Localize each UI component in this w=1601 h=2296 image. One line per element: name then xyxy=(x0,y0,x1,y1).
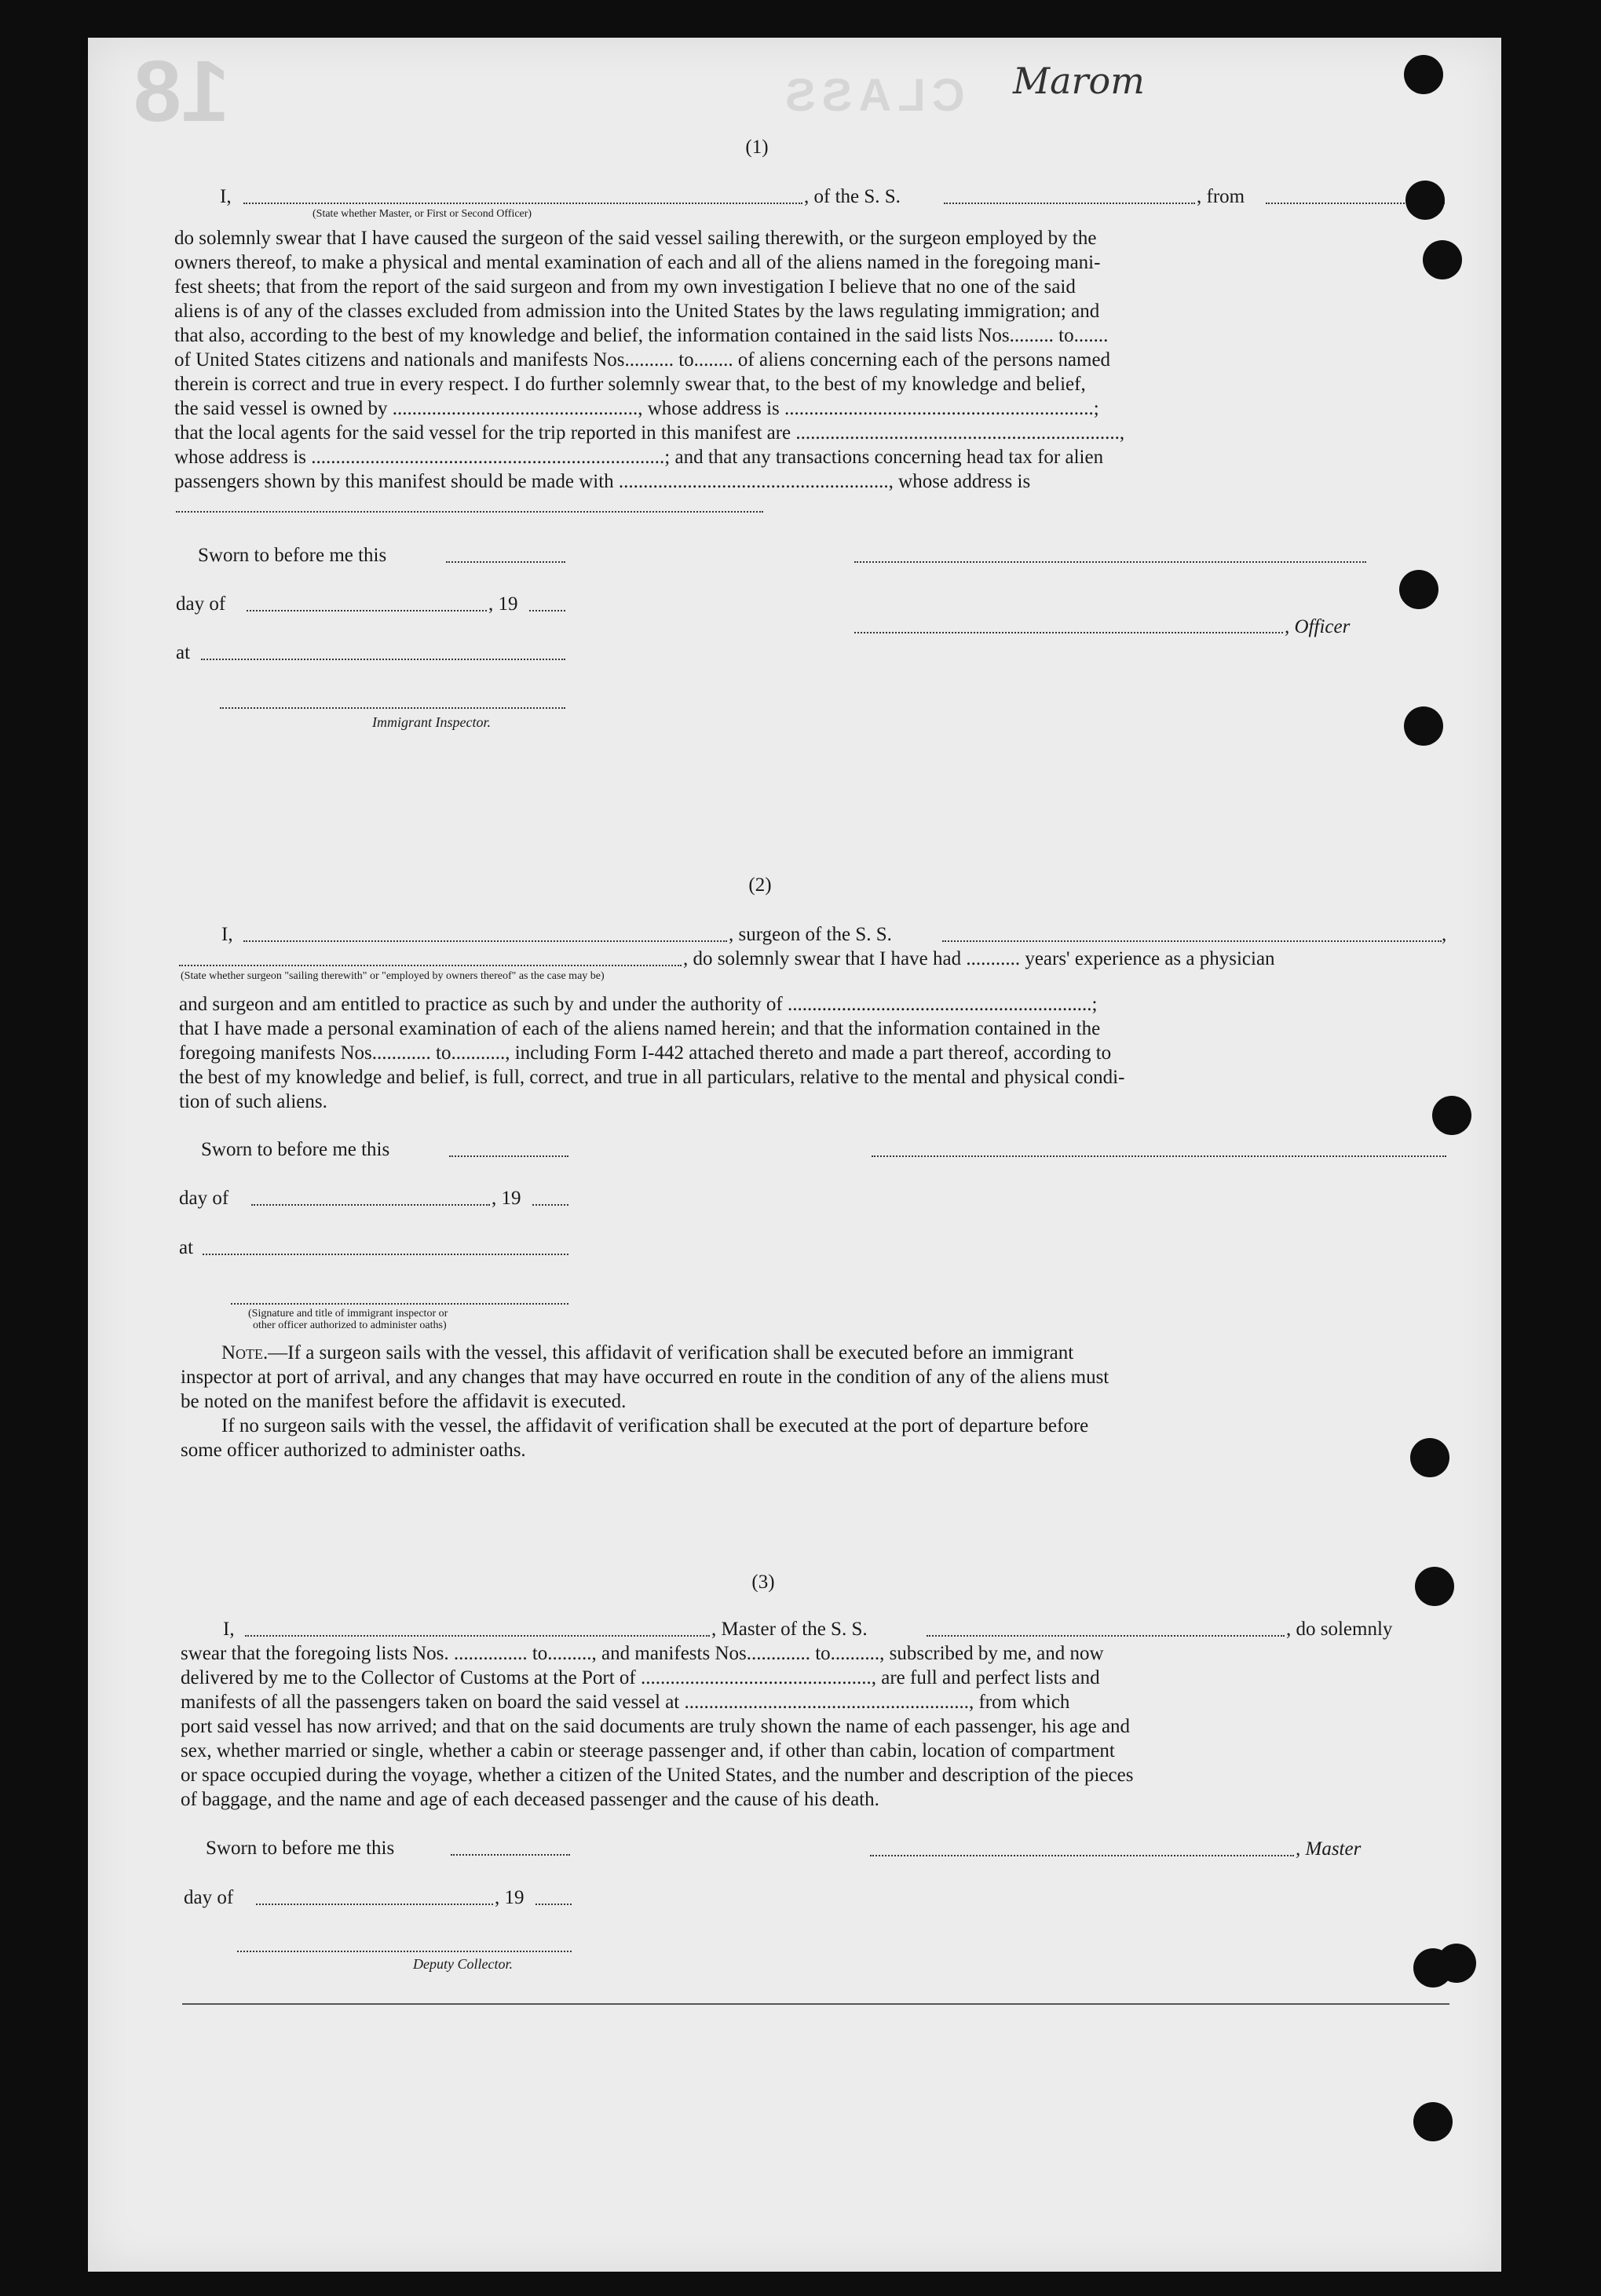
s3-master-label xyxy=(1296,1837,1361,1861)
bleed-page-number: 18 xyxy=(133,43,230,140)
punch-hole-5 xyxy=(1404,706,1443,746)
section-2-heading: (2) xyxy=(748,874,772,896)
s3-vessel-line xyxy=(927,1635,1285,1637)
s2-name-line xyxy=(243,940,727,942)
s2-body xyxy=(179,992,1446,1114)
s1-officer-line xyxy=(854,632,1283,633)
s1-line-5: that also, according to the best of my knowledge and belief, the information contained in the said lists Nos......... to....... xyxy=(174,325,1109,346)
s2-line-3: foregoing manifests Nos............ to..........., including Form I-442 attached thereto and made a part thereof, according to xyxy=(179,1042,1112,1064)
s3-line-4: port said vessel has now arrived; and that on the said documents are truly shown the name of each passenger, his age and xyxy=(181,1716,1131,1737)
s2-at-line xyxy=(203,1254,568,1255)
section-1-heading: (1) xyxy=(745,137,769,158)
s1-line-6: of United States citizens and nationals and manifests Nos.......... to........ of aliens concerning each of the persons named xyxy=(174,349,1111,370)
s2-vessel-line xyxy=(942,940,1442,942)
s2-sig-line xyxy=(872,1155,1446,1157)
s2-note-block xyxy=(181,1341,1446,1462)
s1-note-master: (State whether Master, or First or Second Officer) xyxy=(313,208,532,220)
s2-note-p2-line-1: If no surgeon sails with the vessel, the affidavit of verification shall be executed at the port of departure before xyxy=(221,1415,1089,1436)
s3-line-7: of baggage, and the name and age of each deceased passenger and the cause of his death. xyxy=(181,1789,879,1810)
s3-day-of-label: day of xyxy=(184,1887,234,1908)
punch-hole-11 xyxy=(1413,2102,1453,2141)
s3-line-5: sex, whether married or single, whether a cabin or steerage passenger and, if other than cabin, location of compartment xyxy=(181,1740,1115,1761)
s2-line-2: that I have made a personal examination of each of the aliens named herein; and that the information contained in the xyxy=(179,1018,1101,1039)
s3-line-1: swear that the foregoing lists Nos. ............... to........., and manifests Nos............. to.........., subscribed by me, and now xyxy=(181,1643,1104,1664)
s1-officer-text: , Officer xyxy=(1285,616,1351,637)
manifest-page xyxy=(88,38,1501,2272)
s3-body xyxy=(181,1641,1448,1812)
punch-hole-7 xyxy=(1410,1438,1449,1477)
s1-body xyxy=(174,226,1445,494)
s2-note-text-1: —If a surgeon sails with the vessel, this affidavit of verification shall be executed before an immigrant xyxy=(268,1342,1074,1363)
s2-line-5: tion of such aliens. xyxy=(179,1091,327,1112)
s2-day-line xyxy=(251,1204,490,1206)
s2-note-sailing: (State whether surgeon "sailing therewith" or "employed by owners thereof" as the case may be) xyxy=(181,970,605,982)
s1-sworn-label: Sworn to before me this xyxy=(198,545,387,566)
s3-sworn-line xyxy=(451,1854,570,1856)
s1-line-9: that the local agents for the said vessel for the trip reported in this manifest are .................................................................., xyxy=(174,422,1125,444)
s1-line-11: passengers shown by this manifest should be made with ......................................................., whose address is xyxy=(174,471,1031,492)
s1-at-label: at xyxy=(176,642,191,663)
section-3-heading: (3) xyxy=(751,1571,775,1593)
s3-year-line xyxy=(535,1904,572,1905)
s1-year-line xyxy=(529,610,565,611)
s2-note-line-3: be noted on the manifest before the affidavit is executed. xyxy=(181,1391,627,1412)
s1-line-2: owners thereof, to make a physical and mental examination of each and all of the aliens named in the foregoing mani- xyxy=(174,252,1101,273)
s2-day-of-label: day of xyxy=(179,1188,229,1209)
s3-master-sig-line xyxy=(870,1855,1294,1856)
s2-vessel-comma: , xyxy=(1442,924,1447,945)
s2-note-p2-line-2: some officer authorized to administer oaths. xyxy=(181,1440,526,1461)
punch-hole-3 xyxy=(1423,240,1462,279)
s2-surgeon-of: , surgeon of the S. S. xyxy=(729,924,892,945)
s2-line-1: and surgeon and am entitled to practice as such by and under the authority of ..............................................................; xyxy=(179,994,1098,1015)
s2-note-line-2: inspector at port of arrival, and any changes that may have occurred en route in the condition of any of the aliens must xyxy=(181,1367,1109,1388)
s1-of-ss-label: , of the S. S. xyxy=(804,186,901,207)
s2-sworn-label: Sworn to before me this xyxy=(201,1139,390,1160)
s2-i-label: I, xyxy=(221,924,233,945)
bleed-class-stamp: CLASS xyxy=(779,70,965,121)
s3-19-label: , 19 xyxy=(495,1887,525,1908)
s3-line-2: delivered by me to the Collector of Customs at the Port of ..............................................., are full and perfect lists and xyxy=(181,1667,1100,1688)
s2-sworn-line xyxy=(449,1155,568,1157)
s1-inspector-label: Immigrant Inspector. xyxy=(372,714,491,730)
s2-note-line-1 xyxy=(181,1341,1446,1365)
s1-line-1: do solemnly swear that I have caused the surgeon of the said vessel sailing therewith, or the surgeon employed by the xyxy=(174,228,1097,249)
s1-line-8: the said vessel is owned by .................................................., whose address is ...............................................................; xyxy=(174,398,1099,419)
s1-address-cont-line xyxy=(176,511,763,513)
s1-vessel-line xyxy=(944,203,1195,204)
s2-at-label: at xyxy=(179,1237,194,1258)
s1-line-3: fest sheets; that from the report of the said surgeon and from my own investigation I believe that no one of the said xyxy=(174,276,1076,297)
s3-master-of: , Master of the S. S. xyxy=(711,1619,868,1640)
s1-officer-label xyxy=(1285,615,1350,639)
punch-hole-10 xyxy=(1437,1944,1476,1983)
s3-line-6: or space occupied during the voyage, whether a citizen of the United States, and the number and description of the pieces xyxy=(181,1765,1134,1786)
s2-inspector-line xyxy=(231,1303,568,1305)
punch-hole-1 xyxy=(1404,55,1443,94)
s1-line-7: therein is correct and true in every respect. I do further solemnly swear that, to the best of my knowledge and belief, xyxy=(174,374,1086,395)
punch-hole-8 xyxy=(1415,1567,1454,1606)
s2-note-label: Note. xyxy=(221,1342,269,1363)
s2-sig-note-2: other officer authorized to administer oaths) xyxy=(253,1320,447,1331)
s1-line-10: whose address is ........................................................................; and that any transactions concerning head tax for alien xyxy=(174,447,1104,468)
s1-inspector-line xyxy=(220,707,565,709)
s1-day-of-label: day of xyxy=(176,593,226,615)
s3-master-text: , Master xyxy=(1296,1838,1362,1860)
s3-line-3: manifests of all the passengers taken on board the said vessel at .........................................................., from which xyxy=(181,1692,1070,1713)
s3-do-solemnly: , do solemnly xyxy=(1286,1619,1393,1640)
s1-day-line xyxy=(247,610,487,611)
s2-year-line xyxy=(532,1204,568,1206)
s1-master-name-line xyxy=(243,203,802,204)
punch-hole-2 xyxy=(1405,181,1445,220)
s1-i-label: I, xyxy=(220,186,232,207)
bottom-rule xyxy=(182,2003,1449,2005)
punch-hole-4 xyxy=(1399,570,1438,609)
s1-officer-sig-line xyxy=(854,561,1366,563)
s2-line-4: the best of my knowledge and belief, is full, correct, and true in all particulars, relative to the mental and physical condi- xyxy=(179,1067,1125,1088)
s2-swear-text: , do solemnly swear that I have had ........... years' experience as a physician xyxy=(683,948,1275,969)
s3-name-line xyxy=(245,1635,710,1637)
s3-i-label: I, xyxy=(223,1619,235,1640)
s2-sig-note-1: (Signature and title of immigrant inspector or xyxy=(248,1308,448,1320)
s1-at-line xyxy=(201,659,565,660)
s3-deputy-label: Deputy Collector. xyxy=(413,1956,513,1972)
s1-from-label: , from xyxy=(1197,186,1245,207)
s1-line-4: aliens is of any of the classes excluded from admission into the United States by the laws regulating immigration; and xyxy=(174,301,1100,322)
s3-sworn-label: Sworn to before me this xyxy=(206,1838,395,1859)
handwritten-note: Marom xyxy=(1013,60,1145,102)
s1-sworn-line xyxy=(446,561,565,563)
s2-19-label: , 19 xyxy=(492,1188,521,1209)
s3-collector-line xyxy=(237,1951,572,1952)
s3-day-line xyxy=(256,1904,493,1905)
punch-hole-6 xyxy=(1432,1096,1471,1135)
s1-19-label: , 19 xyxy=(488,593,518,615)
s2-status-line xyxy=(179,965,682,966)
